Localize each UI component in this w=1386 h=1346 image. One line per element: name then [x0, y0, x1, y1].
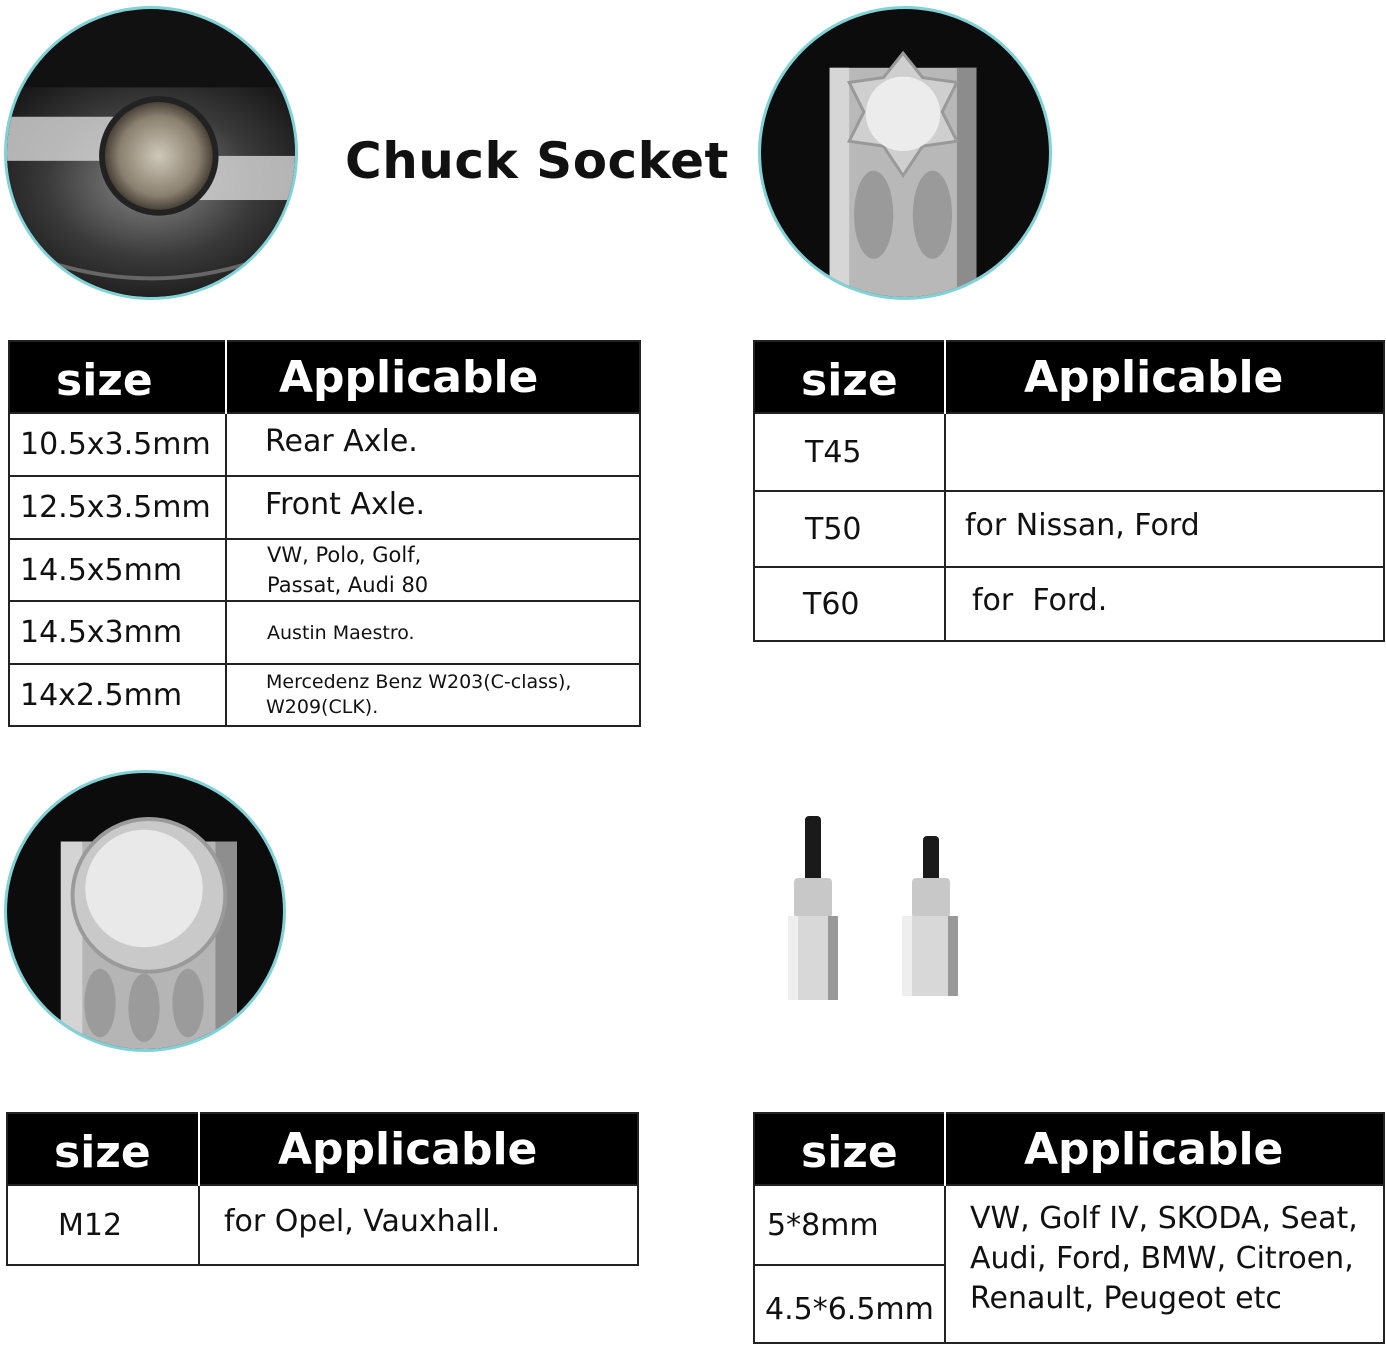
size-cell: M12	[7, 1185, 199, 1265]
applicable-cell	[226, 539, 640, 601]
applicable-line: VW, Golf IV, SKODA, Seat,	[970, 1201, 1358, 1236]
applicable-line: Passat, Audi 80	[267, 573, 429, 597]
hex-bit-sockets-photo	[780, 812, 980, 1002]
spline-size-table	[6, 1112, 639, 1266]
table-row	[9, 413, 640, 476]
applicable-header: Applicable	[199, 1113, 638, 1185]
table-row	[754, 1185, 1384, 1265]
size-cell: 5*8mm	[754, 1185, 945, 1265]
applicable-line: VW, Polo, Golf,	[267, 543, 422, 567]
table-row	[7, 1185, 638, 1265]
chuck-socket-size-table	[8, 340, 641, 727]
size-header: size	[754, 341, 945, 413]
table-row	[9, 664, 640, 726]
size-cell: 10.5x3.5mm	[9, 413, 226, 476]
table-header-row	[754, 341, 1384, 413]
page-title: Chuck Socket	[345, 132, 729, 190]
applicable-cell: for Opel, Vauxhall.	[199, 1185, 638, 1265]
size-header: size	[754, 1113, 945, 1185]
applicable-cell	[226, 664, 640, 726]
spline-bit-photo	[4, 770, 286, 1052]
applicable-cell	[945, 1185, 1384, 1343]
hex-bit-size-table	[753, 1112, 1385, 1344]
applicable-cell: Austin Maestro.	[226, 601, 640, 664]
applicable-header: Applicable	[226, 341, 640, 413]
applicable-line: Audi, Ford, BMW, Citroen,	[970, 1241, 1354, 1276]
size-cell: T60	[754, 567, 945, 641]
table-row	[9, 476, 640, 539]
torx-bit-photo	[758, 6, 1052, 300]
table-row	[9, 539, 640, 601]
size-cell: T50	[754, 491, 945, 567]
applicable-cell: Rear Axle.	[226, 413, 640, 476]
size-cell: 4.5*6.5mm	[754, 1265, 945, 1343]
table-header-row	[9, 341, 640, 413]
table-header-row	[754, 1113, 1384, 1185]
applicable-line: Mercedenz Benz W203(C-class),	[266, 671, 572, 693]
applicable-cell	[945, 413, 1384, 491]
applicable-line: Renault, Peugeot etc	[970, 1281, 1282, 1316]
applicable-header: Applicable	[945, 341, 1384, 413]
size-cell: 14x2.5mm	[9, 664, 226, 726]
size-header: size	[7, 1113, 199, 1185]
table-row	[754, 413, 1384, 491]
size-header: size	[9, 341, 226, 413]
size-cell: 12.5x3.5mm	[9, 476, 226, 539]
size-cell: 14.5x3mm	[9, 601, 226, 664]
chuck-socket-photo	[4, 6, 298, 300]
torx-size-table	[753, 340, 1385, 642]
size-cell: T45	[754, 413, 945, 491]
table-row	[754, 491, 1384, 567]
table-row	[754, 567, 1384, 641]
applicable-cell: for Ford.	[945, 567, 1384, 641]
table-header-row	[7, 1113, 638, 1185]
applicable-cell: Front Axle.	[226, 476, 640, 539]
applicable-line: W209(CLK).	[266, 696, 379, 718]
applicable-cell: for Nissan, Ford	[945, 491, 1384, 567]
size-cell: 14.5x5mm	[9, 539, 226, 601]
table-row	[9, 601, 640, 664]
applicable-header: Applicable	[945, 1113, 1384, 1185]
